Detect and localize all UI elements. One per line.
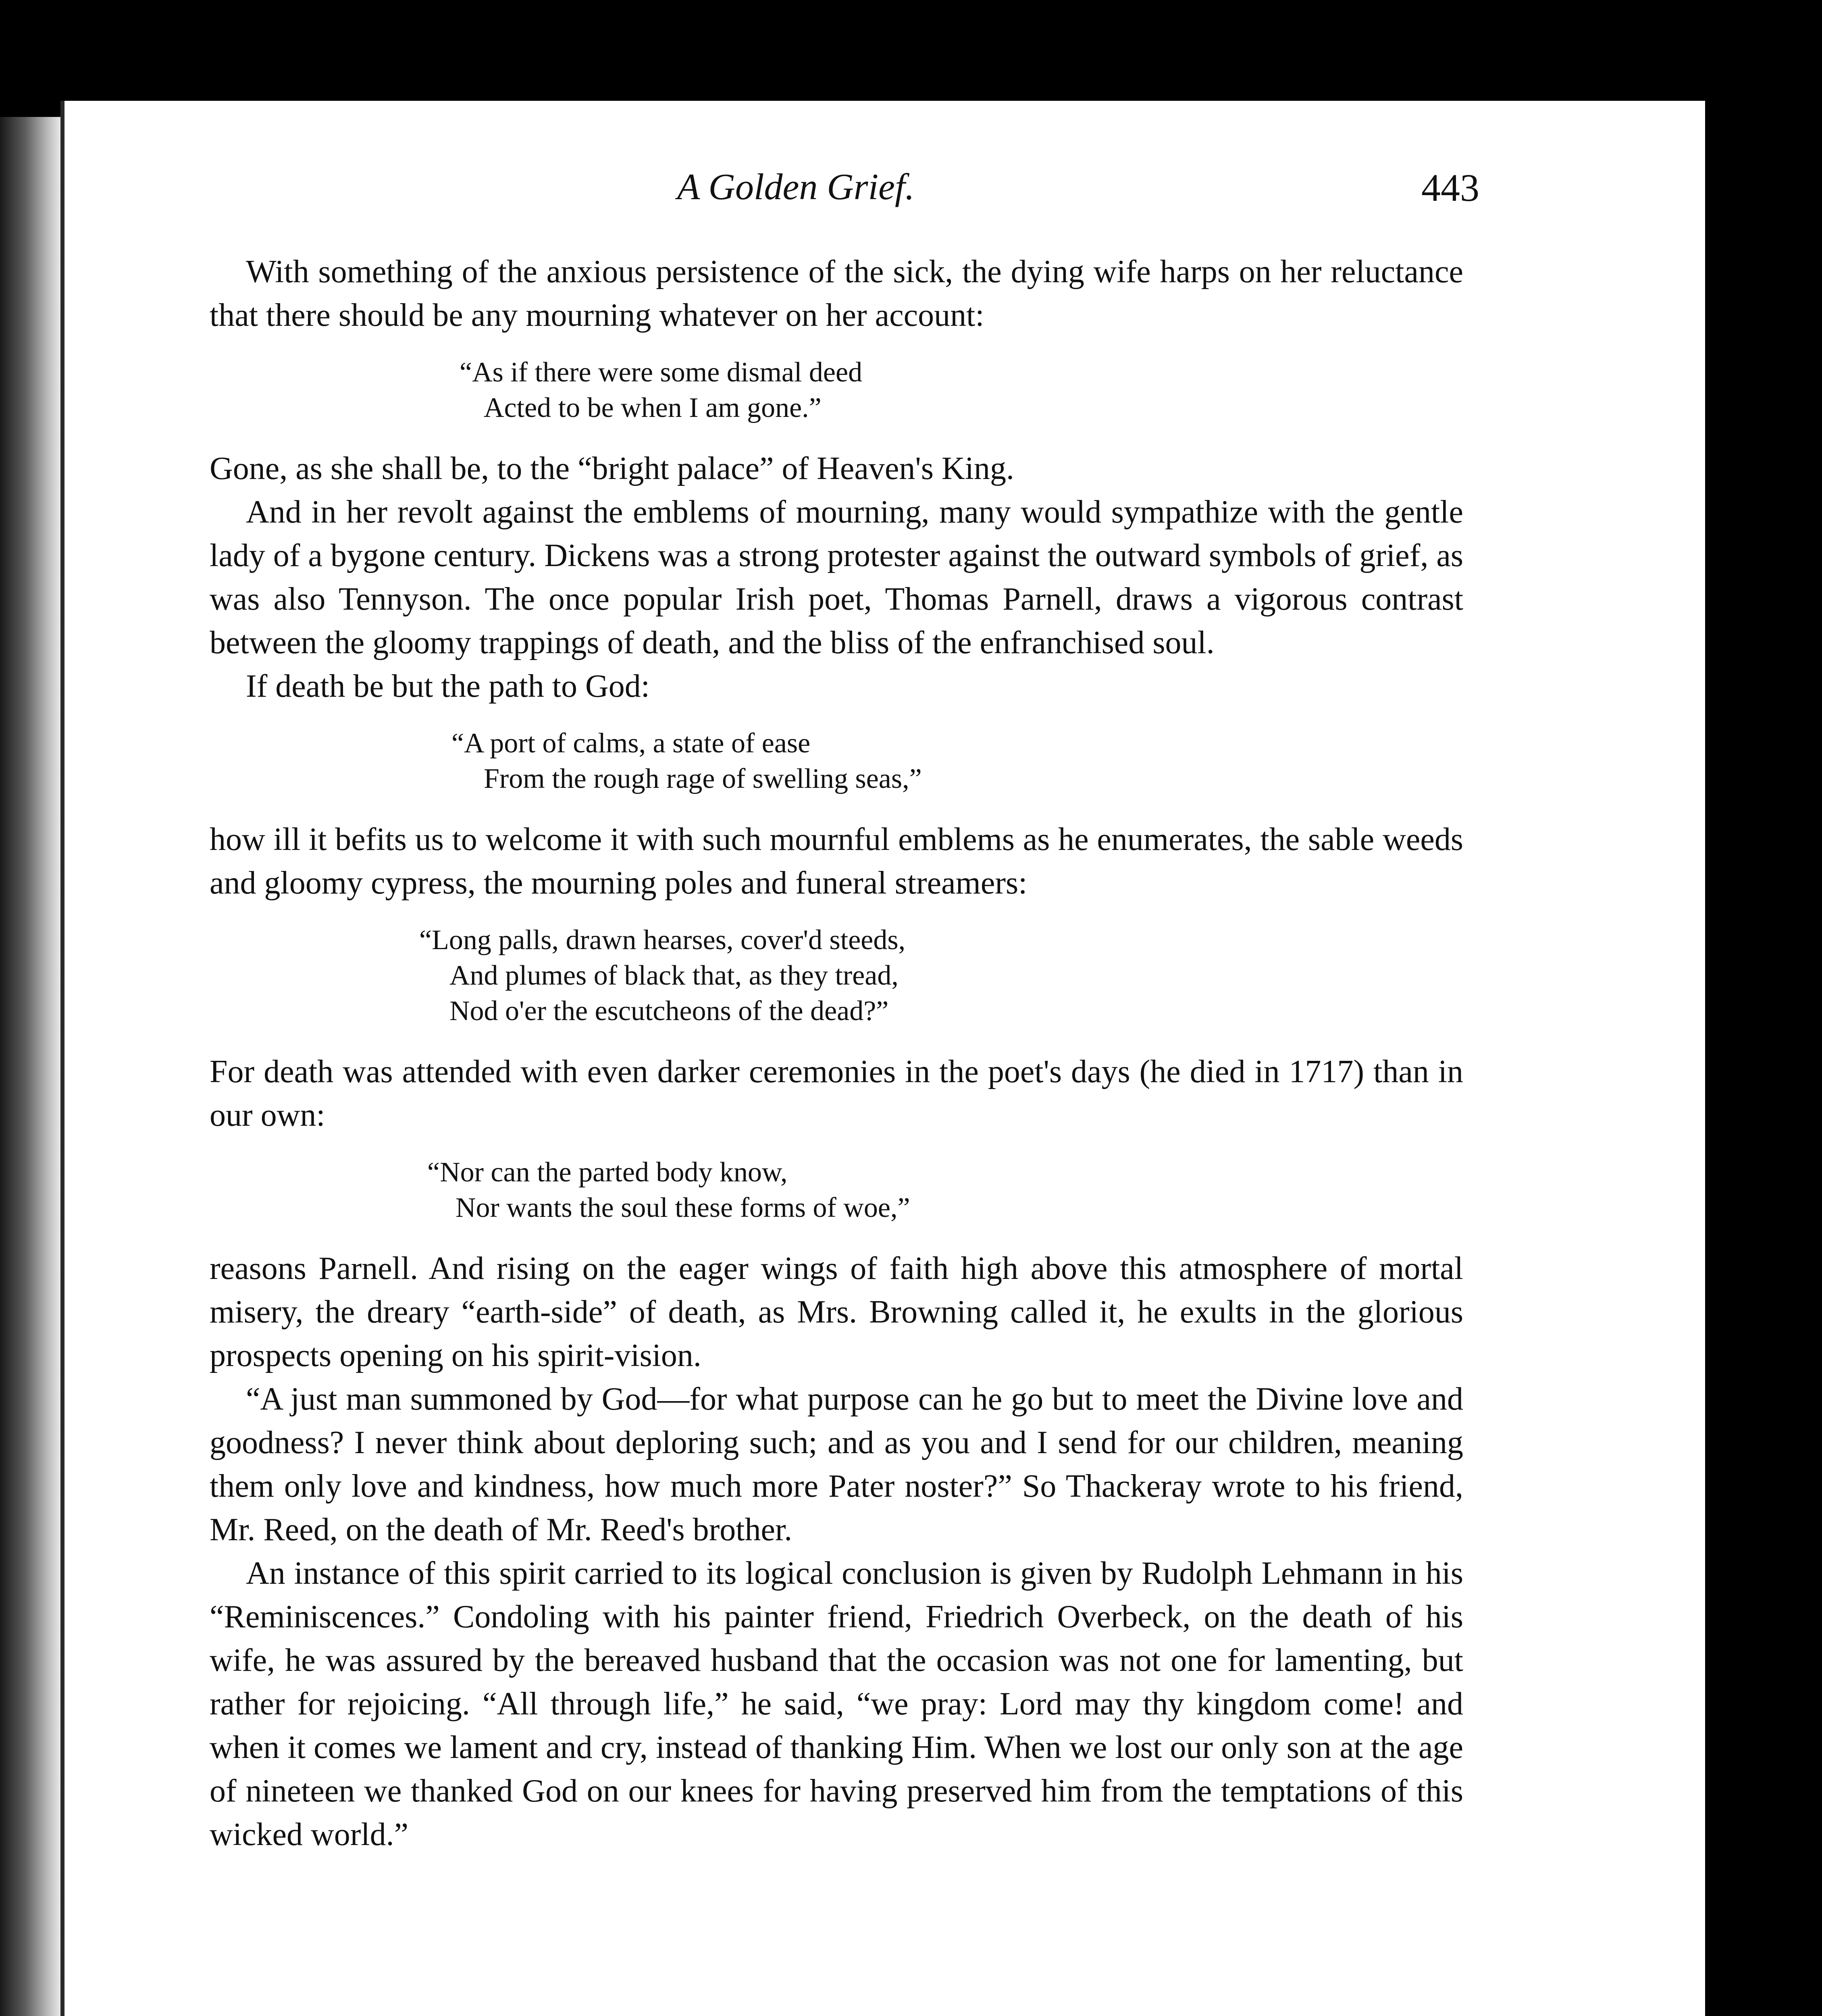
verse-line: “As if there were some dismal deed: [460, 357, 863, 388]
page-number: 443: [1421, 166, 1479, 209]
verse-line: “Long palls, drawn hearses, cover'd steeds,: [419, 925, 906, 956]
paragraph: “A just man summoned by God—for what purpose can he go but to meet the Divine love and goodness? I never think about deploring such; and as you and I send for our children, meaning them only love and kindness, how much more Pater noster?” So Thackeray wrote to his friend, Mr. Reed, on the death of Mr. Reed's brother.: [210, 1381, 1463, 1547]
verse-line: “Nor can the parted body know,: [427, 1157, 788, 1188]
paragraph: For death was attended with even darker ceremonies in the poet's days (he died in 1717) than in our own:: [210, 1054, 1463, 1133]
paragraph: reasons Parnell. And rising on the eager wings of faith high above this atmosphere of mortal misery, the dreary “earth-side” of death, as Mrs. Browning called it, he exults in the glorious prospects opening on his spirit-vision.: [210, 1251, 1463, 1373]
paragraph: Gone, as she shall be, to the “bright palace” of Heaven's King.: [210, 451, 1014, 486]
verse-quote: [210, 355, 1463, 426]
paragraph: If death be but the path to God:: [246, 669, 650, 704]
verse-quote: [210, 726, 1463, 797]
verse-line: From the rough rage of swelling seas,”: [484, 763, 922, 794]
verse-line: Acted to be when I am gone.”: [484, 392, 822, 423]
verse-quote: [210, 923, 1463, 1029]
verse-line: Nor wants the soul these forms of woe,”: [456, 1192, 910, 1223]
paragraph: An instance of this spirit carried to its logical conclusion is given by Rudolph Lehmann in his “Reminiscences.” Condoling with his painter friend, Friedrich Overbeck, on the death of his wife, he was assured by the bereaved husband that the occasion was not one for lamenting, but rather for rejoicing. “All through life,” he said, “we pray: Lord may thy kingdom come! and when it comes we lament and cry, instead of thanking Him. When we lost our only son at the age of nineteen we thanked God on our knees for having preserved him from the temptations of this wicked world.”: [210, 1556, 1463, 1852]
page-body: [210, 250, 1463, 1856]
paragraph: With something of the anxious persistence of the sick, the dying wife harps on her reluctance that there should be any mourning whatever on her account:: [210, 254, 1463, 333]
verse-quote: [210, 1155, 1463, 1226]
paragraph: how ill it befits us to welcome it with such mournful emblems as he enumerates, the sable weeds and gloomy cypress, the mourning poles and funeral streamers:: [210, 822, 1463, 901]
paragraph: And in her revolt against the emblems of mourning, many would sympathize with the gentle lady of a bygone century. Dickens was a strong protester against the outward symbols of grief, as was also Tennyson. The once popular Irish poet, Thomas Parnell, draws a vigorous contrast between the gloomy trappings of death, and the bliss of the enfranchised soul.: [210, 494, 1463, 660]
verse-line: And plumes of black that, as they tread,: [449, 960, 899, 991]
book-gutter: [0, 117, 60, 2016]
verse-line: “A port of calms, a state of ease: [451, 728, 811, 759]
running-title: A Golden Grief.: [677, 166, 915, 207]
page-header: [210, 165, 1479, 230]
verse-line: Nod o'er the escutcheons of the dead?”: [449, 996, 889, 1027]
